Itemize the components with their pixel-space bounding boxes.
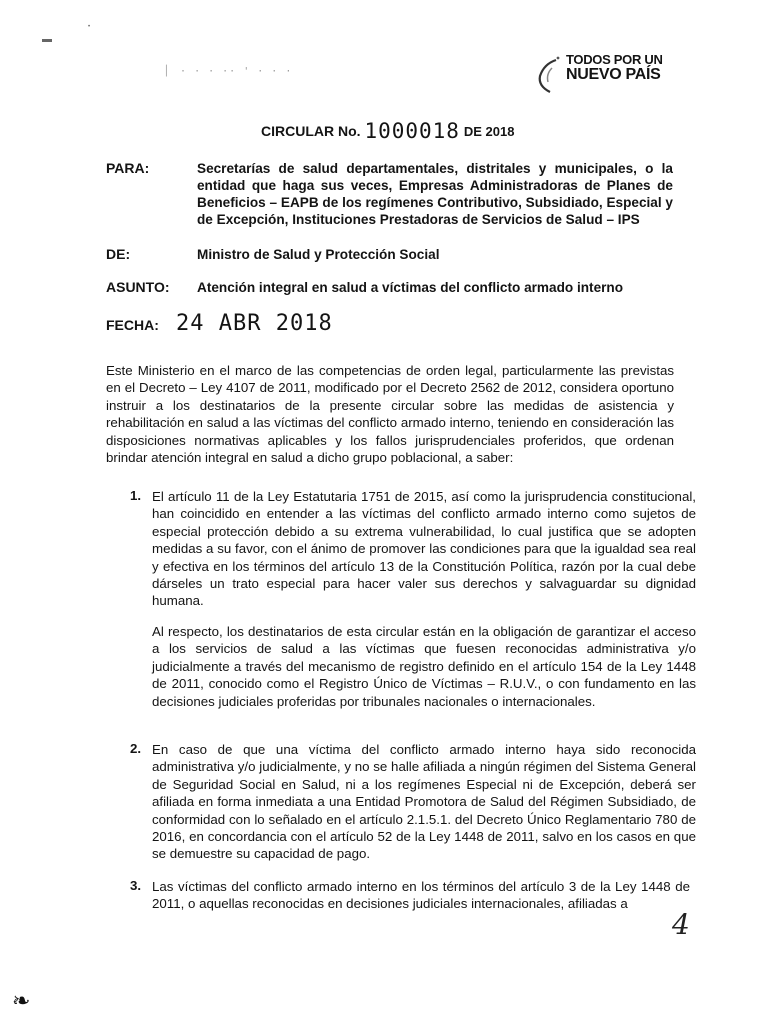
circular-number: 1000018 bbox=[364, 119, 460, 143]
scan-speck: ▬ bbox=[42, 34, 52, 45]
circular-prefix: CIRCULAR No. bbox=[261, 123, 361, 139]
asunto-label: ASUNTO: bbox=[106, 279, 170, 295]
page-initial-mark: 4 bbox=[672, 908, 690, 941]
item-1-text: El artículo 11 de la Ley Estatutaria 1751 de 2015, así como la jurisprudencia constitucional, han coincidido en entender a las víctimas del conflicto armado interno como sujetos de especial protección debido a su extrema vulnerabilidad, lo cual justifica que se adopten medidas a su favor, con el ánimo de promover las condiciones para que la igualdad sea real y efectiva en los términos del artículo 13 de la Constitución Política, razón por la cual debe dárseles un trato especial para hacer valer sus derechos y salvaguardar su dignidad humana. bbox=[152, 489, 696, 609]
fecha-label: FECHA: bbox=[106, 317, 159, 333]
intro-paragraph: Este Ministerio en el marco de las competencias de orden legal, particularmente las previstas en el Decreto – Ley 4107 de 2011, modificado por el Decreto 2562 de 2012, considera oportuno instruir a los destinatarios de la presente circular sobre las medidas de asistencia y rehabilitación en salud a las víctimas del conflicto armado interno, teniendo en consideración las disposiciones normativas aplicables y los fallos jurisprudenciales proferidos, que ordenan brindar atención integral en salud a dicho grupo poblacional, a saber: bbox=[106, 363, 674, 466]
item-1-text-continued: Al respecto, los destinatarios de esta circular están en la obligación de garantizar el acceso a los servicios de salud a las víctimas que fuesen reconocidas administrativa y/o judicialmente a través del mecanismo de registro definido en el artículo 154 de la Ley 1448 de 2011, conocido como el Registro Único de Víctimas – R.U.V., o con fundamento en las decisiones judiciales proferidas por tribunales nacionales o internacionales. bbox=[152, 624, 696, 709]
item-3-text: Las víctimas del conflicto armado interno en los términos del artículo 3 de la Ley 1448 de 2011, o aquellas reconocidas en decisiones judiciales internacionales, afiliadas a bbox=[152, 879, 690, 912]
para-value: Secretarías de salud departamentales, distritales y municipales, o la entidad que haga sus veces, Empresas Administradoras de Planes de Beneficios – EAPB de los regímenes Contributivo, Subsidiado, Especial y de Excepción, Instituciones Prestadoras de Servicios de Salud – IPS bbox=[197, 161, 673, 227]
item-number: 3. bbox=[130, 878, 142, 893]
received-stamp: ▏ · · · ·· ' · · · bbox=[166, 66, 293, 77]
government-logo bbox=[520, 52, 690, 102]
item-2-text: En caso de que una víctima del conflicto armado interno haya sido reconocida administrativa y/o judicialmente, y no se halle afiliada a ningún régimen del Sistema General de Seguridad Social en Salud, ni a los regímenes Especial ni de Excepción, deberá ser afiliada en forma inmediata a una Entidad Promotora de Salud del Régimen Subsidiado, de conformidad con lo señalado en el artículo 2.1.5.1. del Decreto Único Reglamentario 780 de 2016, en concordancia con el artículo 52 de la Ley 1448 de 2011, salvo en los casos en que se demuestre su capacidad de pago. bbox=[152, 742, 696, 862]
para-label: PARA: bbox=[106, 160, 150, 176]
fecha-value: 24 ABR 2018 bbox=[176, 311, 333, 336]
corner-mark: ❧ bbox=[12, 988, 31, 1013]
item-number: 2. bbox=[130, 741, 142, 756]
de-value: Ministro de Salud y Protección Social bbox=[197, 247, 440, 262]
de-label: DE: bbox=[106, 246, 131, 262]
logo-swoosh-icon bbox=[526, 54, 564, 96]
circular-heading bbox=[261, 117, 514, 141]
circular-year: DE 2018 bbox=[463, 124, 515, 139]
logo-text-line1: TODOS POR UN bbox=[566, 52, 663, 67]
asunto-value: Atención integral en salud a víctimas del conflicto armado interno bbox=[197, 280, 624, 295]
scan-speck: • bbox=[88, 24, 91, 30]
logo-text-line2: NUEVO PAÍS bbox=[566, 66, 661, 83]
item-number: 1. bbox=[130, 488, 142, 503]
